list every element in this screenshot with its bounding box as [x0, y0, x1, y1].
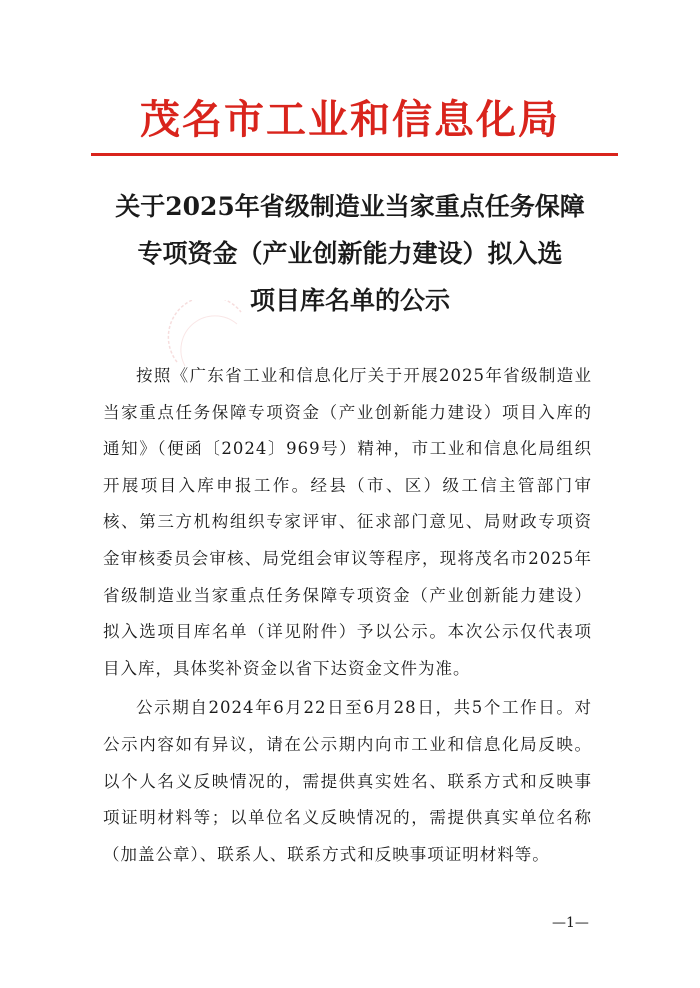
document-title-line-1: 关于2025年省级制造业当家重点任务保障 — [115, 192, 585, 221]
page-number: —1— — [552, 915, 589, 931]
body-paragraph-1: 按照《广东省工业和信息化厅关于开展2025年省级制造业当家重点任务保障专项资金（产业创新能力建设）项目入库的通知》（便函〔2024〕969号）精神，市工业和信息化局组织开展项目入库申报工作。经县（市、区）级工信主管部门审核、第三方机构组织专家评审、征求部门意见、局财政专项资金审核委员会审核、局党组会审议等程序，现将茂名市2025年省级制造业当家重点任务保障专项资金（产业创新能力建设）拟入选项目库名单（详见附件）予以公示。本次公示仅代表项目入库，具体奖补资金以省下达资金文件为准。 — [103, 366, 592, 678]
document-body — [103, 358, 592, 873]
issuing-organization-header: 茂名市工业和信息化局 — [140, 96, 560, 143]
header-red-rule — [91, 153, 618, 156]
document-title-line-3: 项目库名单的公示 — [249, 286, 450, 315]
document-title — [0, 183, 700, 324]
body-paragraph-2: 公示期自2024年6月22日至6月28日，共5个工作日。对公示内容如有异议，请在公示期内向市工业和信息化局反映。以个人名义反映情况的，需提供真实姓名、联系方式和反映事项证明材料等；以单位名义反映情况的，需提供真实单位名称（加盖公章）、联系人、联系方式和反映事项证明材料等。 — [103, 698, 592, 864]
document-title-line-2: 专项资金（产业创新能力建设）拟入选 — [137, 239, 563, 268]
